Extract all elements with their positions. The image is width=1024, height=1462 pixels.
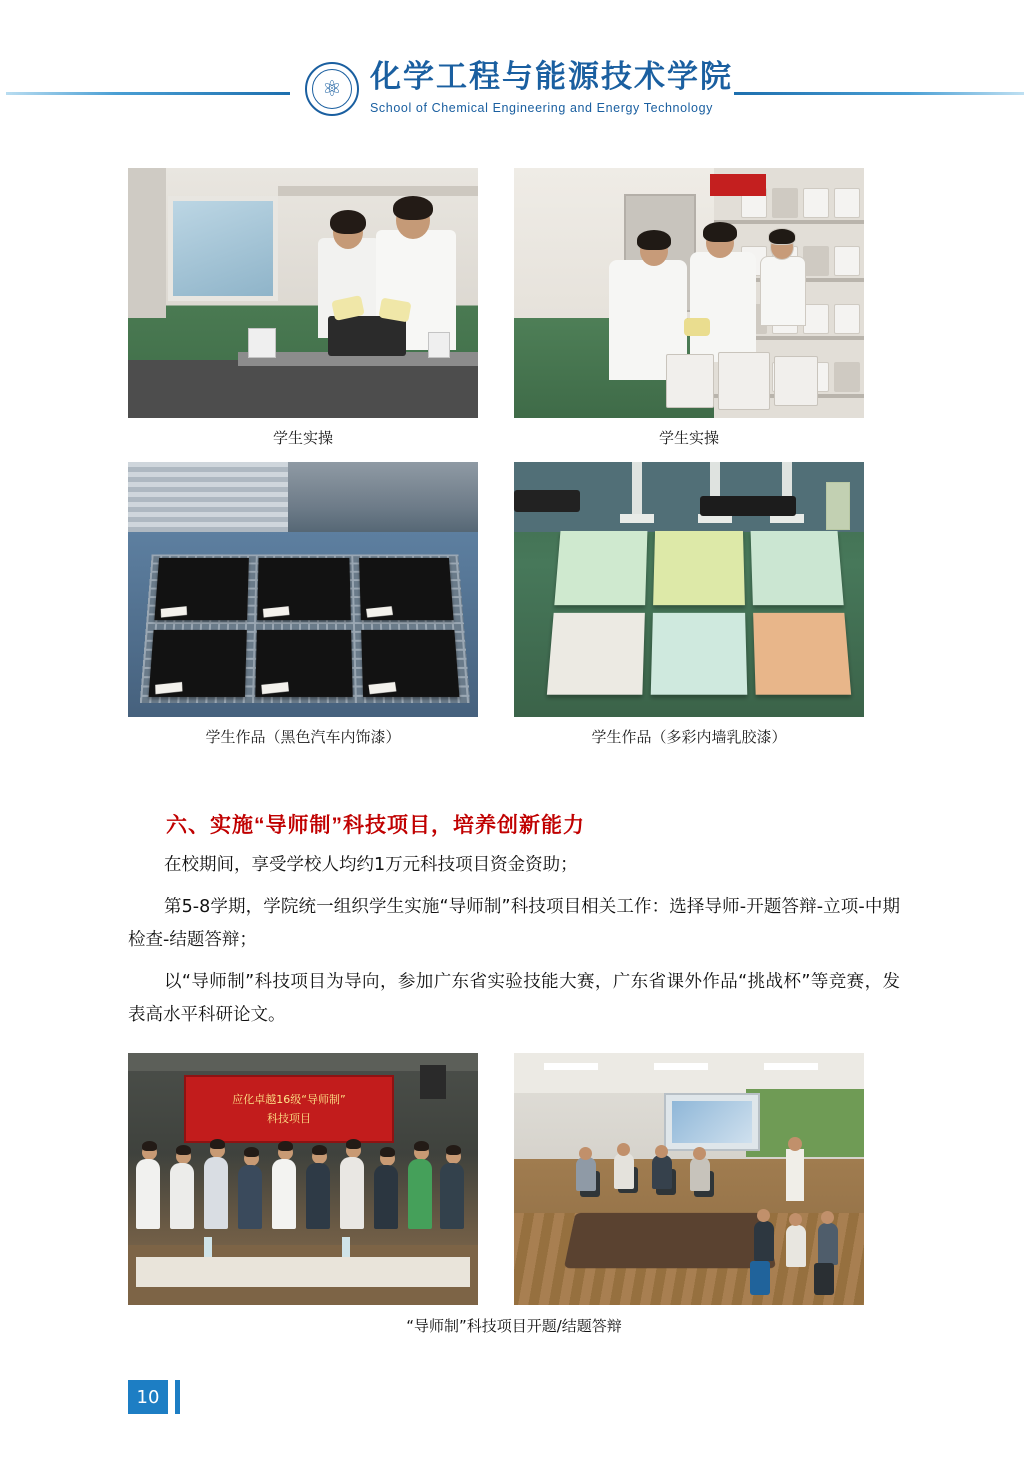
banner-line-1: 应化卓越16级“导师制” bbox=[232, 1093, 346, 1107]
left-edge-accent bbox=[0, 0, 6, 1462]
header-title-en: School of Chemical Engineering and Energy Technology bbox=[370, 101, 713, 116]
photo-student-practice-1 bbox=[128, 168, 478, 418]
school-logo bbox=[305, 62, 359, 116]
photo-row-2 bbox=[128, 462, 900, 761]
photo-row-1 bbox=[128, 168, 900, 462]
photo-caption: 学生作品（黑色汽车内饰漆） bbox=[205, 728, 401, 746]
header-rule-left bbox=[0, 92, 290, 95]
photo-mentorship-opening-defense bbox=[128, 1053, 478, 1305]
photo-student-practice-2 bbox=[514, 168, 864, 418]
photo-cell-practice-2 bbox=[514, 168, 864, 462]
header-title-block bbox=[370, 58, 790, 115]
header-title-cn: 化学工程与能源技术学院 bbox=[370, 59, 733, 94]
photo-cell-black-panels bbox=[128, 462, 478, 761]
photo-cell-color-panels bbox=[514, 462, 864, 761]
photo-cell-practice-1 bbox=[128, 168, 478, 462]
page-number: 10 bbox=[128, 1380, 168, 1414]
page-header bbox=[0, 0, 1024, 140]
paragraph-2: 第5-8学期，学院统一组织学生实施“导师制”科技项目相关工作：选择导师-开题答辩-立项-中期检查-结题答辩； bbox=[128, 897, 900, 950]
photo-cell-meeting bbox=[514, 1053, 864, 1305]
photo-cell-group bbox=[128, 1053, 478, 1305]
group-crowd bbox=[128, 1139, 478, 1249]
photo-caption: 学生实操 bbox=[658, 429, 719, 447]
photo-caption: 学生实操 bbox=[272, 429, 333, 447]
photo-caption: 学生作品（多彩内墙乳胶漆） bbox=[591, 728, 787, 746]
page-number-accent-bar bbox=[175, 1380, 180, 1414]
photo-mentorship-final-defense bbox=[514, 1053, 864, 1305]
page-footer bbox=[128, 1380, 180, 1414]
photo-row-3 bbox=[128, 1053, 900, 1305]
section-heading: 六、实施“导师制”科技项目，培养创新能力 bbox=[166, 814, 585, 837]
projector-banner bbox=[184, 1075, 394, 1143]
logo-emblem-icon: ⚛ bbox=[312, 69, 352, 109]
paragraph-3: 以“导师制”科技项目为导向，参加广东省实验技能大赛，广东省课外作品“挑战杯”等竞赛，发表高水平科研论文。 bbox=[128, 972, 900, 1025]
photo-student-work-black-auto-paint bbox=[128, 462, 478, 717]
color-panel-grid bbox=[547, 531, 851, 695]
banner-line-2: 科技项目 bbox=[267, 1112, 311, 1126]
page-content bbox=[128, 168, 900, 1336]
photo-row-3-caption: “导师制”科技项目开题/结题答辩 bbox=[406, 1316, 622, 1335]
photo-student-work-colorful-latex-paint bbox=[514, 462, 864, 717]
paragraph-1: 在校期间，享受学校人均约1万元科技项目资金资助； bbox=[164, 855, 578, 875]
